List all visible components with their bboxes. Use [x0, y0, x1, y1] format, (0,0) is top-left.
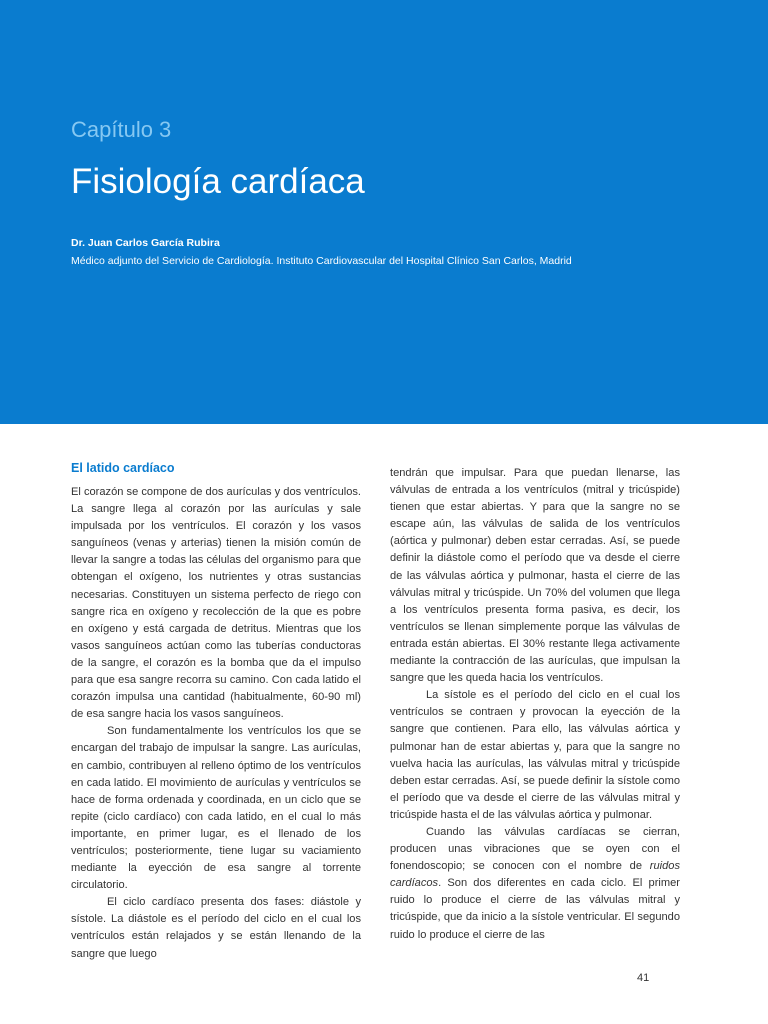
chapter-header-banner: [0, 0, 768, 424]
paragraph: La sístole es el período del ciclo en el cual los ventrículos se contraen y provocan la eyección de la sangre que contienen. Para ello, las válvulas aórtica y pulmonar han de estar abiertas y, para que la sangre no vuelva hacia las aurículas, las válvulas mitral y tricúspide deben estar cerradas. Así, se puede definir la sístole como el período que va desde el cierre de las válvulas mitral y tricúspide hasta el de las válvulas aórtica y pulmonar.: [390, 689, 680, 821]
paragraph: Son fundamentalmente los ventrículos los que se encargan del trabajo de impulsar la sangre. Las aurículas, en cambio, contribuyen al relleno óptimo de los ventrículos en cada latido. El movimiento de aurículas y ventrículos se hace de forma ordenada y coordinada, en un ciclo que se repite (ciclo cardíaco) con cada latido, en el cual lo más importante, en primer lugar, es el llenado de los ventrículos; posteriormente, tiene lugar su vaciamiento mediante la eyección de esa sangre al torrente circulatorio.: [71, 725, 361, 892]
paragraph: [390, 824, 680, 944]
emphasized-term: ruidos cardíacos: [390, 860, 680, 890]
left-column: [71, 460, 361, 963]
chapter-number: Capítulo 3: [71, 117, 172, 142]
paragraph-text: Cuando las válvulas cardíacas se cierran, producen unas vibraciones que se oyen con el fonendoscopio; se conocen con el nombre de: [390, 825, 680, 873]
author-affiliation: Médico adjunto del Servicio de Cardiología. Instituto Cardiovascular del Hospital Clínico San Carlos, Madrid: [71, 255, 572, 267]
paragraph: El ciclo cardíaco presenta dos fases: diástole y sístole. La diástole es el período del ciclo en el cual los ventrículos están relajados y se están llenando de la sangre que luego: [71, 896, 361, 960]
chapter-title: Fisiología cardíaca: [71, 162, 365, 201]
section-heading: El latido cardíaco: [71, 461, 175, 475]
author-name: Dr. Juan Carlos García Rubira: [71, 237, 220, 249]
right-column: [390, 465, 680, 944]
paragraph: El corazón se compone de dos aurículas y dos ventrículos. La sangre llega al corazón por las aurículas y sale impulsada por los ventrículos. El corazón y los vasos sanguíneos (venas y arterias) tienen la misión común de llevar la sangre a todas las células del organismo para que obtengan el oxígeno, los nutrientes y otras sustancias necesarias. Constituyen un sistema perfecto de riego con sangre rica en oxígeno y recolección de la que es pobre en oxígeno y está cargada de detritus. Mientras que los vasos sanguíneos actúan como las tuberías conductoras de la sangre, el corazón es la bomba que da el impulso para que esa sangre recorra su camino. Con cada latido el corazón impulsa una cantidad (habitualmente, 60-90 ml) de esa sangre hacia los vasos sanguíneos.: [71, 486, 361, 721]
page-number: 41: [637, 972, 650, 984]
paragraph: tendrán que impulsar. Para que puedan llenarse, las válvulas de entrada a los ventrículos (mitral y tricúspide) tienen que estar abiertas. Y para que la sangre no se escape aún, las válvulas de salida de los ventrículos (aórtica y pulmonar) deben estar cerradas. Así, se puede definir la diástole como el período que va desde el cierre de las válvulas aórtica y pulmonar, hasta el cierre de las válvulas mitral y tricúspide. Un 70% del volumen que llega a los ventrículos presenta forma pasiva, es decir, los ventrículos se llenan simplemente porque las válvulas de entrada están abiertas. El 30% restante llega activamente mediante la contracción de las aurículas, que impulsan la sangre que les queda hacia los ventrículos.: [390, 467, 680, 685]
paragraph-text: . Son dos diferentes en cada ciclo. El primer ruido lo produce el cierre de las válvulas mitral y tricúspide, que da inicio a la sístole ventricular. El segundo ruido lo produce el cierre de las: [390, 877, 680, 941]
